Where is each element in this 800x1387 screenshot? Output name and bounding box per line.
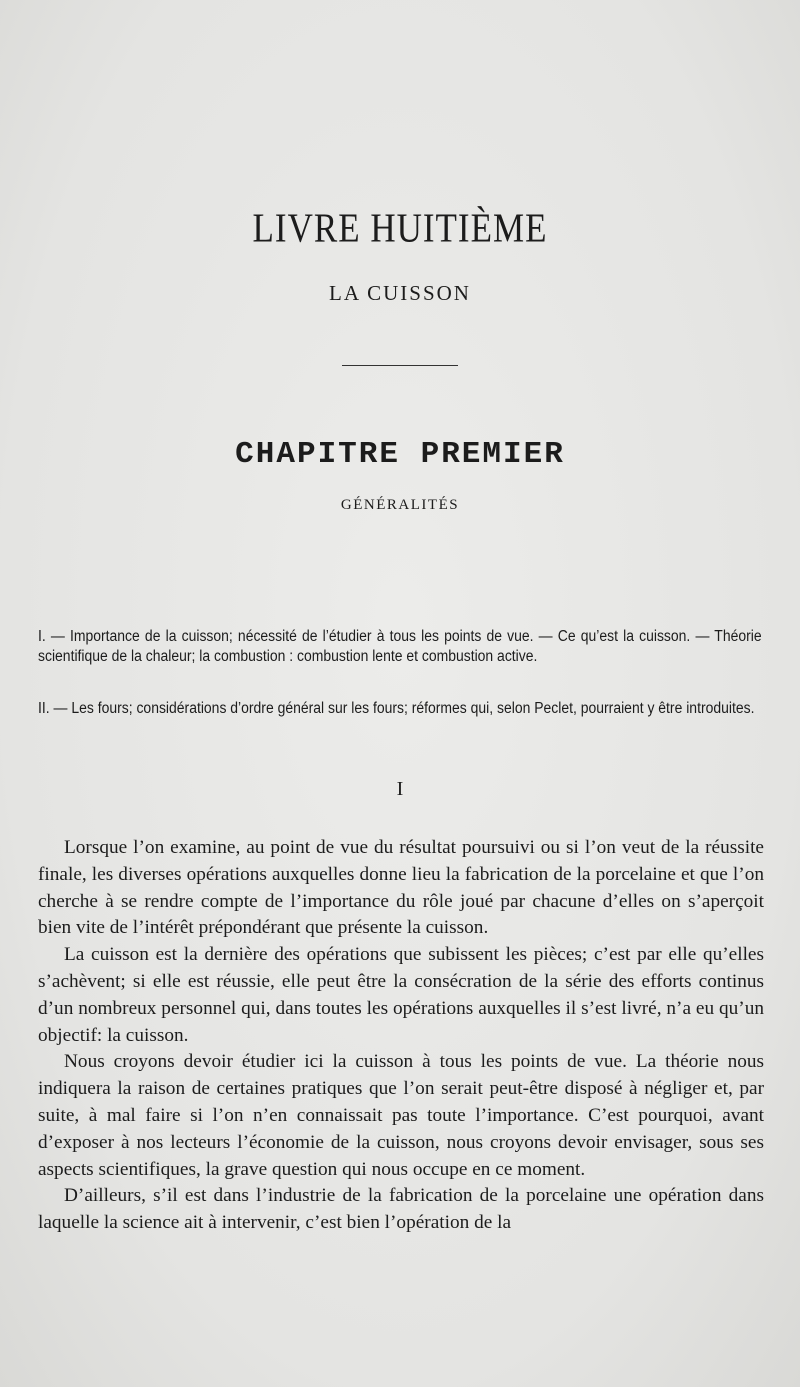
paragraph: La cuisson est la dernière des opérations que subissent les pièces; c’est par elle qu’elles s’achèvent; si elle est réussie, elle peut être la consécration de la série des efforts continus d’un nombreux personnel qui, dans toutes les opérations auxquelles il s’est livré, n’a eu qu’un objectif: la cuisson.	[38, 944, 764, 1046]
book-title: LIVRE HUITIÈME	[252, 205, 548, 252]
chapter-subtitle: GÉNÉRALITÉS	[340, 497, 460, 513]
paragraph: D’ailleurs, s’il est dans l’industrie de la fabrication de la porcelaine une opération dans laquelle la science ait à intervenir, c’est bien l’opération de la	[38, 1185, 764, 1234]
body-text	[38, 835, 764, 1237]
book-subtitle: LA CUISSON	[329, 281, 471, 305]
title-divider	[342, 365, 458, 366]
chapter-summary-item: I. — Importance de la cuisson; nécessité de l’étudier à tous les points de vue. — Ce qu’est la cuisson. — Théorie scientifique de la chaleur; la combustion : combustion lente et combustion active.	[38, 628, 762, 665]
paragraph: Nous croyons devoir étudier ici la cuisson à tous les points de vue. La théorie nous indiquera la raison de certaines pratiques que l’on serait peut-être disposé à négliger et, par suite, à mal faire si l’on n’en connaissait pas toute l’importance. C’est pourquoi, avant d’exposer à nos lecteurs l’économie de la cuisson, nous croyons devoir envisager, sous ses aspects scientifiques, la grave question qui nous occupe en ce moment.	[38, 1051, 764, 1180]
section-number: I	[396, 778, 404, 800]
chapter-title: CHAPITRE PREMIER	[235, 437, 565, 472]
paragraph: Lorsque l’on examine, au point de vue du résultat poursuivi ou si l’on veut de la réussite finale, les diverses opérations auxquelles donne lieu la fabrication de la porcelaine et que l’on cherche à se rendre compte de l’importance du rôle joué par chacune d’elles on s’aperçoit bien vite de l’intérêt prépondérant que présente la cuisson.	[38, 837, 764, 939]
chapter-summary-item: II. — Les fours; considérations d’ordre général sur les fours; réformes qui, selon Peclet, pourraient y être introduites.	[38, 700, 755, 717]
